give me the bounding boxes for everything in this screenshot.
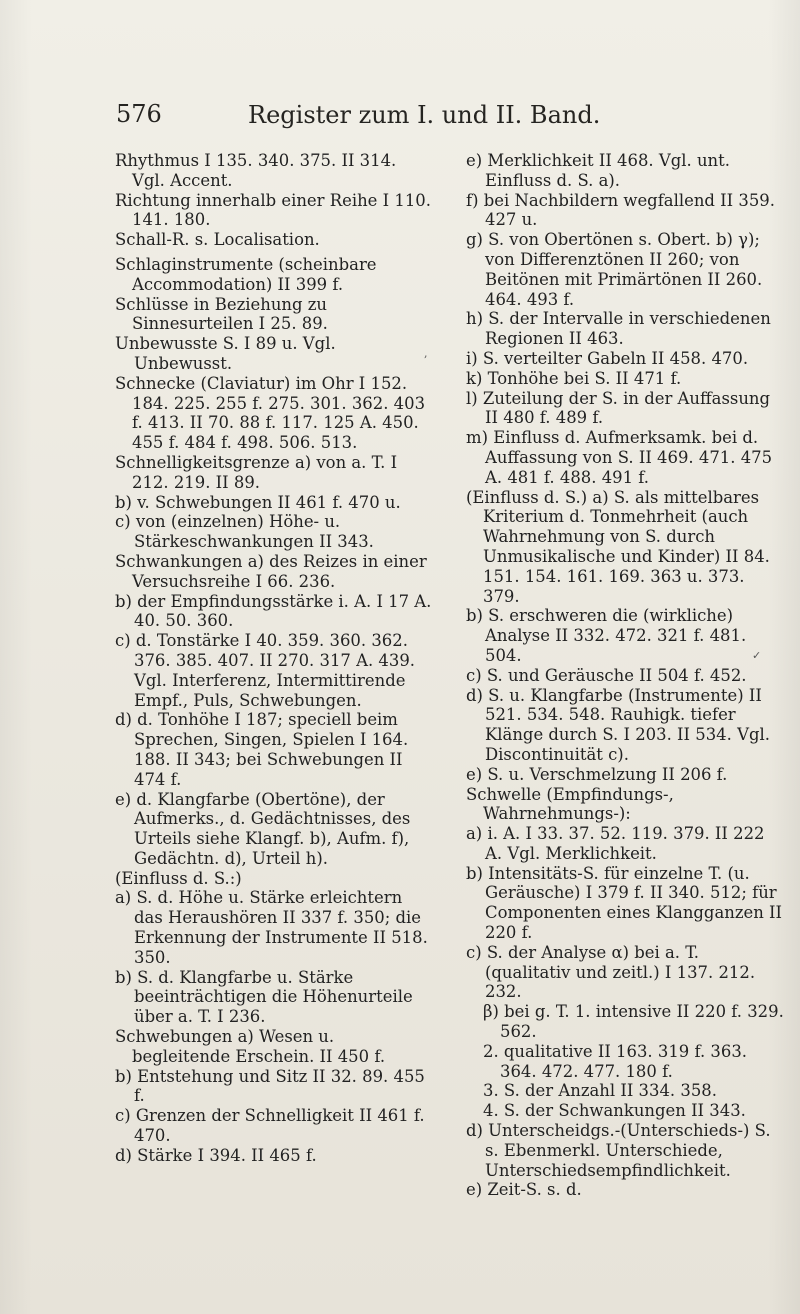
index-entry-schwebungen: Schwebungen a) Wesen u. begleitende Erschein. II 450 f. [115,1027,386,1066]
index-subentry-verteilter-gabeln: i) S. verteilter Gabeln II 458. 470. [466,348,749,368]
running-head: Register zum I. und II. Band. [248,101,601,129]
index-entry-schwelle: Schwelle (Empfindungs-, Wahrnehmungs-): [466,784,674,824]
index-subentry-schwelle-c: c) S. der Analyse α) bei a. T. (qualitativ und zeitl.) I 137. 212. 232. [466,942,756,1002]
index-subsubentry-qualitative: 2. qualitative II 163. 319 f. 363. 364. 472. 477. 180 f. [483,1041,748,1081]
index-entry-schlaginstrumente: Schlaginstrumente (scheinbare Accommodation) II 399 f. [115,254,377,294]
index-subentry-intervalle: h) S. der Intervalle in verschiedenen Regionen II 463. [466,309,771,349]
index-entry-schluesse: Schlüsse in Beziehung zu Sinnesurteilen I 25. 89. [115,294,328,334]
index-subentry-nachbildern: f) bei Nachbildern wegfallend II 359. 427 u. [466,190,775,230]
index-entry-schwankungen: Schwankungen a) des Reizes in einer Versuchsreihe I 66. 236. [115,551,427,591]
index-subheading-einfluss: (Einfluss d. S.:) [115,868,242,888]
right-index-column [466,151,785,1200]
index-subentry-einfluss-b: b) S. d. Klangfarbe u. Stärke beeinträchtigen die Höhenurteile über a. T. I 236. [115,967,413,1027]
index-subentry-klangfarbe: d) S. u. Klangfarbe (Instrumente) II 521. 534. 548. Rauhigk. tiefer Klänge durch S. I 203. II 534. Vgl. Discontinuität c). [466,685,770,764]
index-subentry-schwankungen-d: d) d. Tonhöhe I 187; speciell beim Sprechen, Singen, Spielen I 164. 188. II 343; bei Schwebungen II 474 f. [115,710,409,789]
index-subentry-zuteilung: l) Zuteilung der S. in der Auffassung II 480 f. 489 f. [466,388,771,428]
paper-speck: , [424,347,428,360]
index-subentry-obertoenen: g) S. von Obertönen s. Obert. b) γ); von Differenztönen II 260; von Beitönen mit Primärtönen II 260. 464. 493 f. [466,230,763,309]
index-subentry-analyse: b) S. erschweren die (wirkliche) Analyse II 332. 472. 321 f. 481. 504. [466,606,747,665]
index-entry-schnecke: Schnecke (Claviatur) im Ohr I 152. 184. 225. 255 f. 275. 301. 362. 403 f. 413. II 70. 88 f. 117. 125 A. 450. 455 f. 484 f. 498. 506. 513. [115,373,426,453]
index-entry-rhythmus: Rhythmus I 135. 340. 375. II 314. Vgl. Accent. [115,151,397,190]
index-subentry-tonhoehe: k) Tonhöhe bei S. II 471 f. [466,368,682,388]
index-subentry-schwankungen-b: b) der Empfindungsstärke i. A. I 17 A. 40. 50. 360. [115,591,432,631]
index-subentry-verschmelzung: e) S. u. Verschmelzung II 206 f. [466,764,728,784]
index-subentry-schwebungen-b: b) Entstehung und Sitz II 32. 89. 455 f. [115,1066,425,1106]
index-entry-schall-r: Schall-R. s. Localisation. [115,230,320,250]
index-subentry-merklichkeit: e) Merklichkeit II 468. Vgl. unt. Einfluss d. S. a). [466,151,730,190]
index-subentry-schwankungen-e: e) d. Klangfarbe (Obertöne), der Aufmerks., d. Gedächtnisses, des Urteils siehe Klangf. b), Aufm. f), Gedächtn. d), Urteil h). [115,789,411,868]
index-subentry-unbewusste-s: Unbewusste S. I 89 u. Vgl. Unbewusst. [115,334,336,373]
index-subentry-aufmerksamkeit: m) Einfluss d. Aufmerksamk. bei d. Auffassung von S. II 469. 471. 475 A. 481 f. 488. 491 f. [466,428,773,487]
index-subentry-unterschieds-s: d) Unterscheidgs.-(Unterschieds-) S. s. Ebenmerkl. Unterschiede, Unterschiedsempfindlichkeit. [466,1121,771,1180]
index-subentry-schwebungen-d: d) Stärke I 394. II 465 f. [115,1145,317,1165]
index-subentry-schwebungen-c: c) Grenzen der Schnelligkeit II 461 f. 470. [115,1106,425,1146]
left-index-column [115,151,434,1166]
index-subsubentry-anzahl: 3. S. der Anzahl II 334. 358. [483,1081,717,1101]
index-entry-richtung: Richtung innerhalb einer Reihe I 110. 141. 180. [115,190,431,230]
paper-speck: ✓ [752,649,762,662]
index-subentry-schnelligkeitsgrenze-b: b) v. Schwebungen II 461 f. 470 u. [115,492,401,512]
index-subsubentry-beta: β) bei g. T. 1. intensive II 220 f. 329. 562. [483,1002,784,1042]
index-subentry-zeit-s: e) Zeit-S. s. d. [466,1180,582,1200]
index-subentry-geraeusche: c) S. und Geräusche II 504 f. 452. [466,665,747,685]
index-subheading-einfluss-schwebungen: (Einfluss d. S.) a) S. als mittelbares Kriterium d. Tonmehrheit (auch Wahrnehmung von S. durch Unmusikalische und Kinder) II 84. 151. 154. 161. 169. 363 u. 373. 379. [466,487,770,606]
index-subentry-schwelle-b: b) Intensitäts-S. für einzelne T. (u. Geräusche) I 379 f. II 340. 512; für Componenten eines Klangganzen II 220 f. [466,863,783,943]
index-subentry-schwelle-a: a) i. A. I 33. 37. 52. 119. 379. II 222 A. Vgl. Merklichkeit. [466,824,765,863]
index-subentry-schwankungen-c: c) d. Tonstärke I 40. 359. 360. 362. 376. 385. 407. II 270. 317 A. 439. Vgl. Interferenz, Intermittirende Empf., Puls, Schwebungen. [115,631,416,710]
index-subentry-einfluss-a: a) S. d. Höhe u. Stärke erleichtern das Heraushören II 337 f. 350; die Erkennung der Instrumente II 518. 350. [115,888,428,967]
index-entry-schnelligkeitsgrenze: Schnelligkeitsgrenze a) von a. T. I 212. 219. II 89. [115,452,398,492]
index-subsubentry-schwankungen: 4. S. der Schwankungen II 343. [483,1101,746,1121]
page-number: 576 [116,100,162,128]
index-subentry-schnelligkeitsgrenze-c: c) von (einzelnen) Höhe- u. Stärkeschwankungen II 343. [115,512,374,552]
